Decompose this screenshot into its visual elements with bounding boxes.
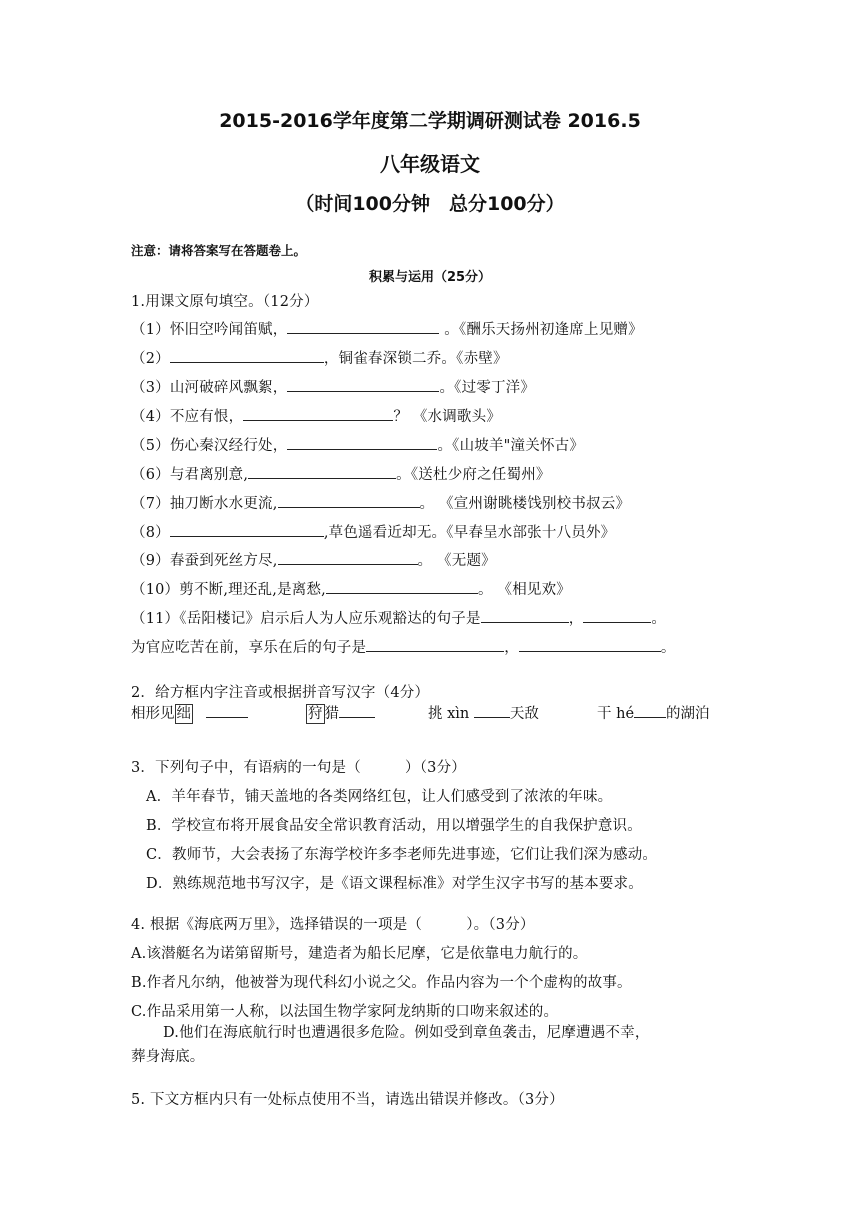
- q1-item-text: （7）抽刀断水水更流,: [131, 496, 278, 512]
- period: 。: [660, 640, 676, 656]
- boxed-character: 绌: [176, 706, 191, 722]
- q1-item-source: 。《过零丁洋》: [439, 380, 536, 396]
- q5-stem: 5. 下文方框内只有一处标点使用不当，请选出错误并修改。（3分）: [131, 1092, 564, 1108]
- exam-notice: 注意：请将答案写在答题卷上。: [131, 243, 307, 258]
- q3-stem: 3．下列句子中，有语病的一句是（ ）（3分）: [131, 760, 466, 776]
- q1-item-source: 。 《无题》: [417, 553, 496, 569]
- answer-blank: [278, 549, 418, 565]
- q1-item-9: [131, 549, 496, 570]
- q1-item-source: 。 《相见欢》: [477, 582, 571, 598]
- separator: ，: [504, 640, 519, 656]
- answer-blank: [481, 607, 569, 623]
- q1-item-text: （6）与君离别意,: [131, 467, 249, 483]
- q2-text: 挑 xìn: [428, 706, 474, 722]
- q1-item-8: [131, 521, 615, 542]
- q1-item-source: ？ 《水调歌头》: [393, 409, 502, 425]
- q1-item-text: （8）: [131, 525, 170, 541]
- q4-option-a: A.该潜艇名为诺第留斯号，建造者为船长尼摩，它是依靠电力航行的。: [131, 946, 588, 962]
- q1-stem: 1.用课文原句填空。（12分）: [131, 294, 319, 310]
- separator: ，: [568, 611, 584, 627]
- q1-item-text: （2）: [131, 351, 170, 367]
- q1-item-text: （3）山河破碎风飘絮，: [131, 380, 288, 396]
- q1-item-source: ,草色遥看近却无。《早春呈水部张十八员外》: [323, 525, 616, 541]
- answer-blank: [243, 405, 393, 421]
- q4-option-c: C.作品采用第一人称，以法国生物学家阿龙纳斯的口吻来叙述的。: [131, 1004, 559, 1020]
- q3-option-a: A．羊年春节，铺天盖地的各类网络红包，让人们感受到了浓浓的年味。: [146, 789, 613, 805]
- q4-option-d-cont: 葬身海底。: [131, 1049, 205, 1065]
- answer-blank: [206, 702, 248, 718]
- q1-item-2: [131, 347, 508, 368]
- answer-blank: [634, 702, 666, 718]
- q1-item-text: （1）怀旧空吟闻笛赋，: [131, 322, 288, 338]
- q2-part-3: [428, 702, 539, 723]
- q1-item-5: [131, 434, 584, 455]
- answer-blank: [474, 702, 510, 718]
- q1-item-7: [131, 492, 630, 513]
- q2-text: 的湖泊: [666, 706, 710, 722]
- q4-stem: 4. 根据《海底两万里》，选择错误的一项是（ ）。（3分）: [131, 917, 535, 933]
- exam-time-info: （时间100分钟 总分100分）: [295, 193, 565, 215]
- q1-item-11: [131, 607, 666, 628]
- q2-text: 猎: [324, 706, 339, 722]
- q1-item-source: 。《酬乐天扬州初逢席上见赠》: [439, 322, 643, 338]
- q3-option-b: B．学校宣布将开展食品安全常识教育活动，用以增强学生的自我保护意识。: [146, 818, 642, 834]
- q1-item-3: [131, 376, 535, 397]
- answer-blank: [287, 318, 439, 334]
- q2-stem: 2．给方框内字注音或根据拼音写汉字（4分）: [131, 685, 430, 701]
- q1-item-11-line2: [131, 636, 676, 657]
- q1-item-4: [131, 405, 501, 426]
- q1-item-source: ，铜雀春深锁二乔。《赤壁》: [323, 351, 508, 367]
- q1-item-text: （10）剪不断,理还乱,是离愁,: [131, 582, 326, 598]
- q2-part-1: [131, 702, 248, 724]
- q4-option-b: B.作者凡尔纳，他被誉为现代科幻小说之父。作品内容为一个个虚构的故事。: [131, 975, 632, 991]
- q2-part-2: [306, 702, 375, 724]
- q1-item-10: [131, 578, 571, 599]
- section-heading: 积累与运用（25分）: [368, 270, 492, 285]
- boxed-character: 狩: [308, 706, 323, 722]
- q1-item-6: [131, 463, 551, 484]
- q1-item-source: 。《送杜少府之任蜀州》: [396, 467, 551, 483]
- q1-item-text: （5）伤心秦汉经行处，: [131, 438, 288, 454]
- q3-option-d: D．熟练规范地书写汉字，是《语文课程标准》对学生汉字书写的基本要求。: [146, 876, 643, 892]
- answer-blank: [170, 521, 324, 537]
- q2-text: 相形见: [131, 706, 175, 722]
- exam-subject: 八年级语文: [380, 152, 480, 176]
- answer-blank: [366, 636, 504, 652]
- q1-item-text: （11）《岳阳楼记》启示后人为人应乐观豁达的句子是: [131, 611, 481, 627]
- q2-text: 干 hé: [597, 706, 635, 722]
- period: 。: [651, 611, 667, 627]
- q1-item-source: 。《山坡羊"潼关怀古》: [437, 438, 585, 454]
- q1-item-1: [131, 318, 643, 339]
- answer-blank: [583, 607, 651, 623]
- answer-blank: [287, 376, 439, 392]
- answer-blank: [170, 347, 324, 363]
- q2-text: 天敌: [509, 706, 539, 722]
- answer-blank: [278, 492, 420, 508]
- q1-item-source: 。 《宣州谢眺楼饯别校书叔云》: [419, 496, 631, 512]
- q1-item-text: （4）不应有恨，: [131, 409, 244, 425]
- answer-blank: [287, 434, 437, 450]
- q2-part-4: [597, 702, 710, 723]
- q4-option-d: D.他们在海底航行时也遭遇很多危险。例如受到章鱼袭击，尼摩遭遇不幸，: [163, 1025, 650, 1041]
- q1-item-text: 为官应吃苦在前，享乐在后的句子是: [131, 640, 367, 656]
- q1-item-text: （9）春蚕到死丝方尽,: [131, 553, 278, 569]
- answer-blank: [326, 578, 478, 594]
- q3-option-c: C．教师节，大会表扬了东海学校许多李老师先进事迹，它们让我们深为感动。: [146, 847, 658, 863]
- answer-blank: [339, 702, 375, 718]
- exam-title: 2015-2016学年度第二学期调研测试卷 2016.5: [219, 110, 641, 132]
- answer-blank: [519, 636, 661, 652]
- answer-blank: [248, 463, 396, 479]
